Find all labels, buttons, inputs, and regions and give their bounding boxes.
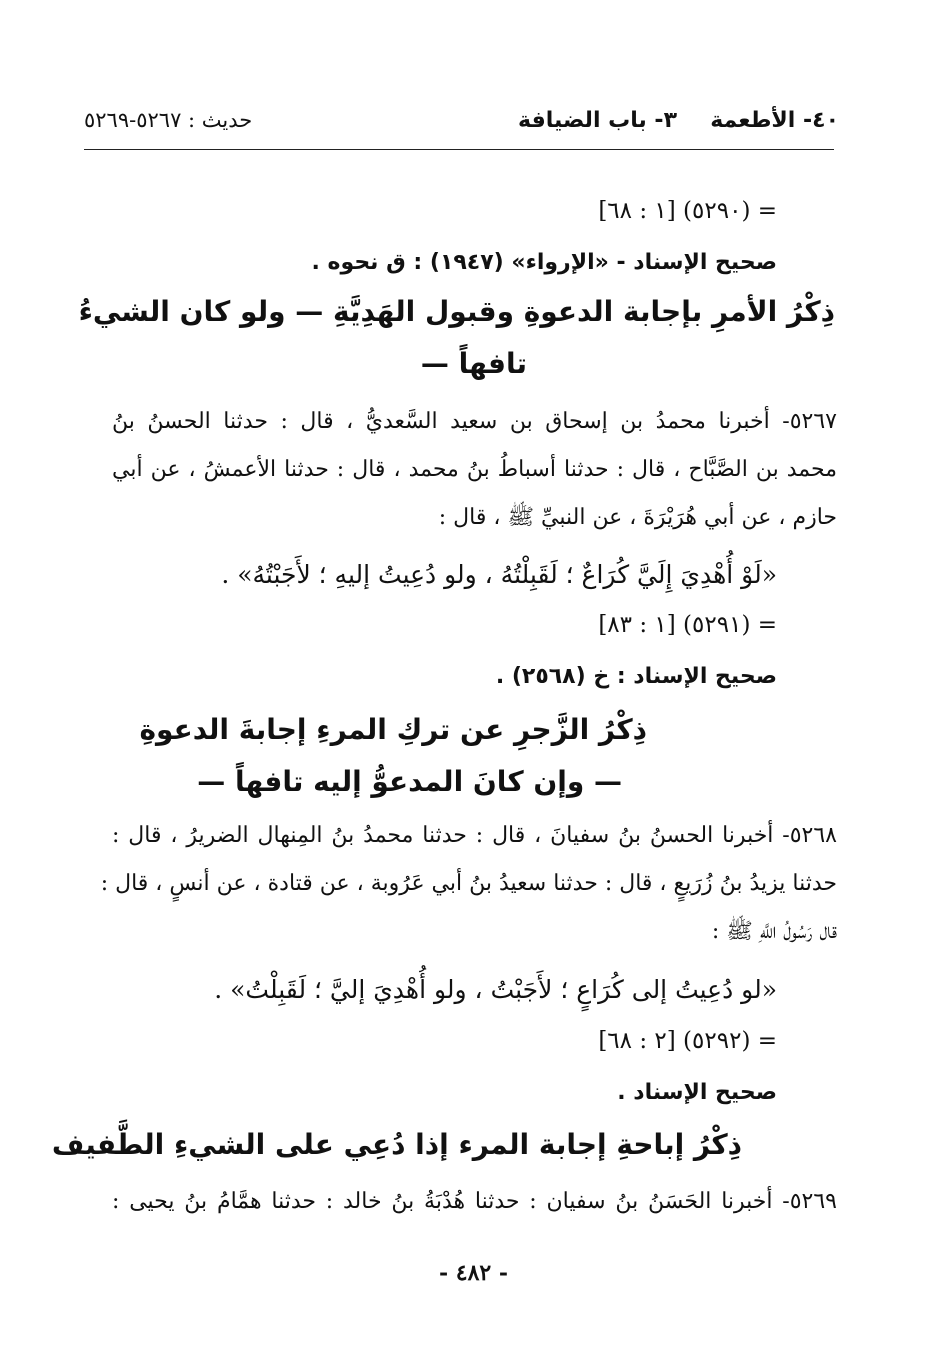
grading-5267: صحيح الإسناد : خ (٢٥٦٨) . <box>495 664 777 689</box>
chapter-heading-1-line-1: ذِكْرُ الأمرِ بإجابة الدعوةِ وقبول الهَدِيَّةِ — ولو كان الشيءُ <box>78 295 835 328</box>
running-header-book: ٤٠- الأطعمة <box>710 108 839 133</box>
chapter-heading-2-line-2: — وإن كانَ المدعوُّ إليه تافهاً — <box>197 765 622 798</box>
chapter-heading-2-line-1: ذِكْرُ الزَّجرِ عن تركِ المرءِ إجابةَ الدعوةِ <box>139 713 647 746</box>
running-header-hadith-range: حديث : ٥٢٦٧-٥٢٦٩ <box>84 108 253 132</box>
hadith-5267-line-1: ٥٢٦٧- أخبرنا محمدُ بن إسحاق بن سعيد السَّعديُّ ، قال : حدثنا الحسنُ بنُ <box>112 409 837 434</box>
running-header-chapter: ٣- باب الضيافة <box>518 108 677 133</box>
hadith-5268-isnad <box>100 812 837 956</box>
hadith-5267-matn: «لَوْ أُهْدِيَ إِلَيَّ كُرَاعٌ ؛ لَقَبِلْتُهُ ، ولو دُعِيتُ إليهِ ؛ لأَجَبْتُهُ» . <box>221 560 777 589</box>
cross-reference-5290: = (٥٢٩٠) [١ : ٦٨] <box>598 198 777 224</box>
hadith-5268-line-1: ٥٢٦٨- أخبرنا الحسنُ بنُ سفيانَ ، قال : حدثنا محمدُ بنُ المِنهال الضريرُ ، قال : <box>112 823 837 848</box>
hadith-5267-line-2: محمد بن الصَّبَّاح ، قال : حدثنا أسباطُ بنُ محمد ، قال : حدثنا الأعمشُ ، عن أبي <box>112 457 837 482</box>
hadith-5268-line-3: قال رَسُولُ اللَّهِ ﷺ : <box>711 919 837 944</box>
hadith-5269-line-1: ٥٢٦٩- أخبرنا الحَسَنُ بنُ سفيان : حدثنا هُدْبَةُ بنُ خالد : حدثنا همَّامُ بنُ يحيى : <box>112 1189 837 1214</box>
grading-5266: صحيح الإسناد - «الإرواء» (١٩٤٧) : ق نحوه . <box>311 250 777 275</box>
hadith-5268-line-2: حدثنا يزيدُ بنُ زُرَيعٍ ، قال : حدثنا سعيدُ بنُ أبي عَرُوبة ، عن قتادة ، عن أنسٍ ، قال : <box>100 871 837 896</box>
cross-reference-5291: = (٥٢٩١) [١ : ٨٣] <box>598 612 777 638</box>
page-number: - ٤٨٢ - <box>438 1260 509 1286</box>
hadith-5268-matn: «لو دُعِيتُ إلى كُرَاعٍ ؛ لأَجَبْتُ ، ولو أُهْدِيَ إليَّ ؛ لَقَبِلْتُ» . <box>214 975 777 1004</box>
grading-5268: صحيح الإسناد . <box>617 1080 777 1105</box>
chapter-heading-3: ذِكْرُ إباحةِ إجابة المرء إذا دُعِي على الشيءِ الطَّفيف <box>51 1128 742 1161</box>
chapter-heading-1-line-2: تافهاً — <box>420 347 527 380</box>
header-rule <box>84 149 834 150</box>
hadith-5269-isnad <box>112 1178 837 1226</box>
cross-reference-5292: = (٥٢٩٢) [٢ : ٦٨] <box>598 1028 777 1054</box>
hadith-5267-isnad <box>112 398 837 542</box>
hadith-5267-line-3: حازم ، عن أبي هُرَيْرَةَ ، عن النبيِّ ﷺ ، قال : <box>438 505 837 530</box>
